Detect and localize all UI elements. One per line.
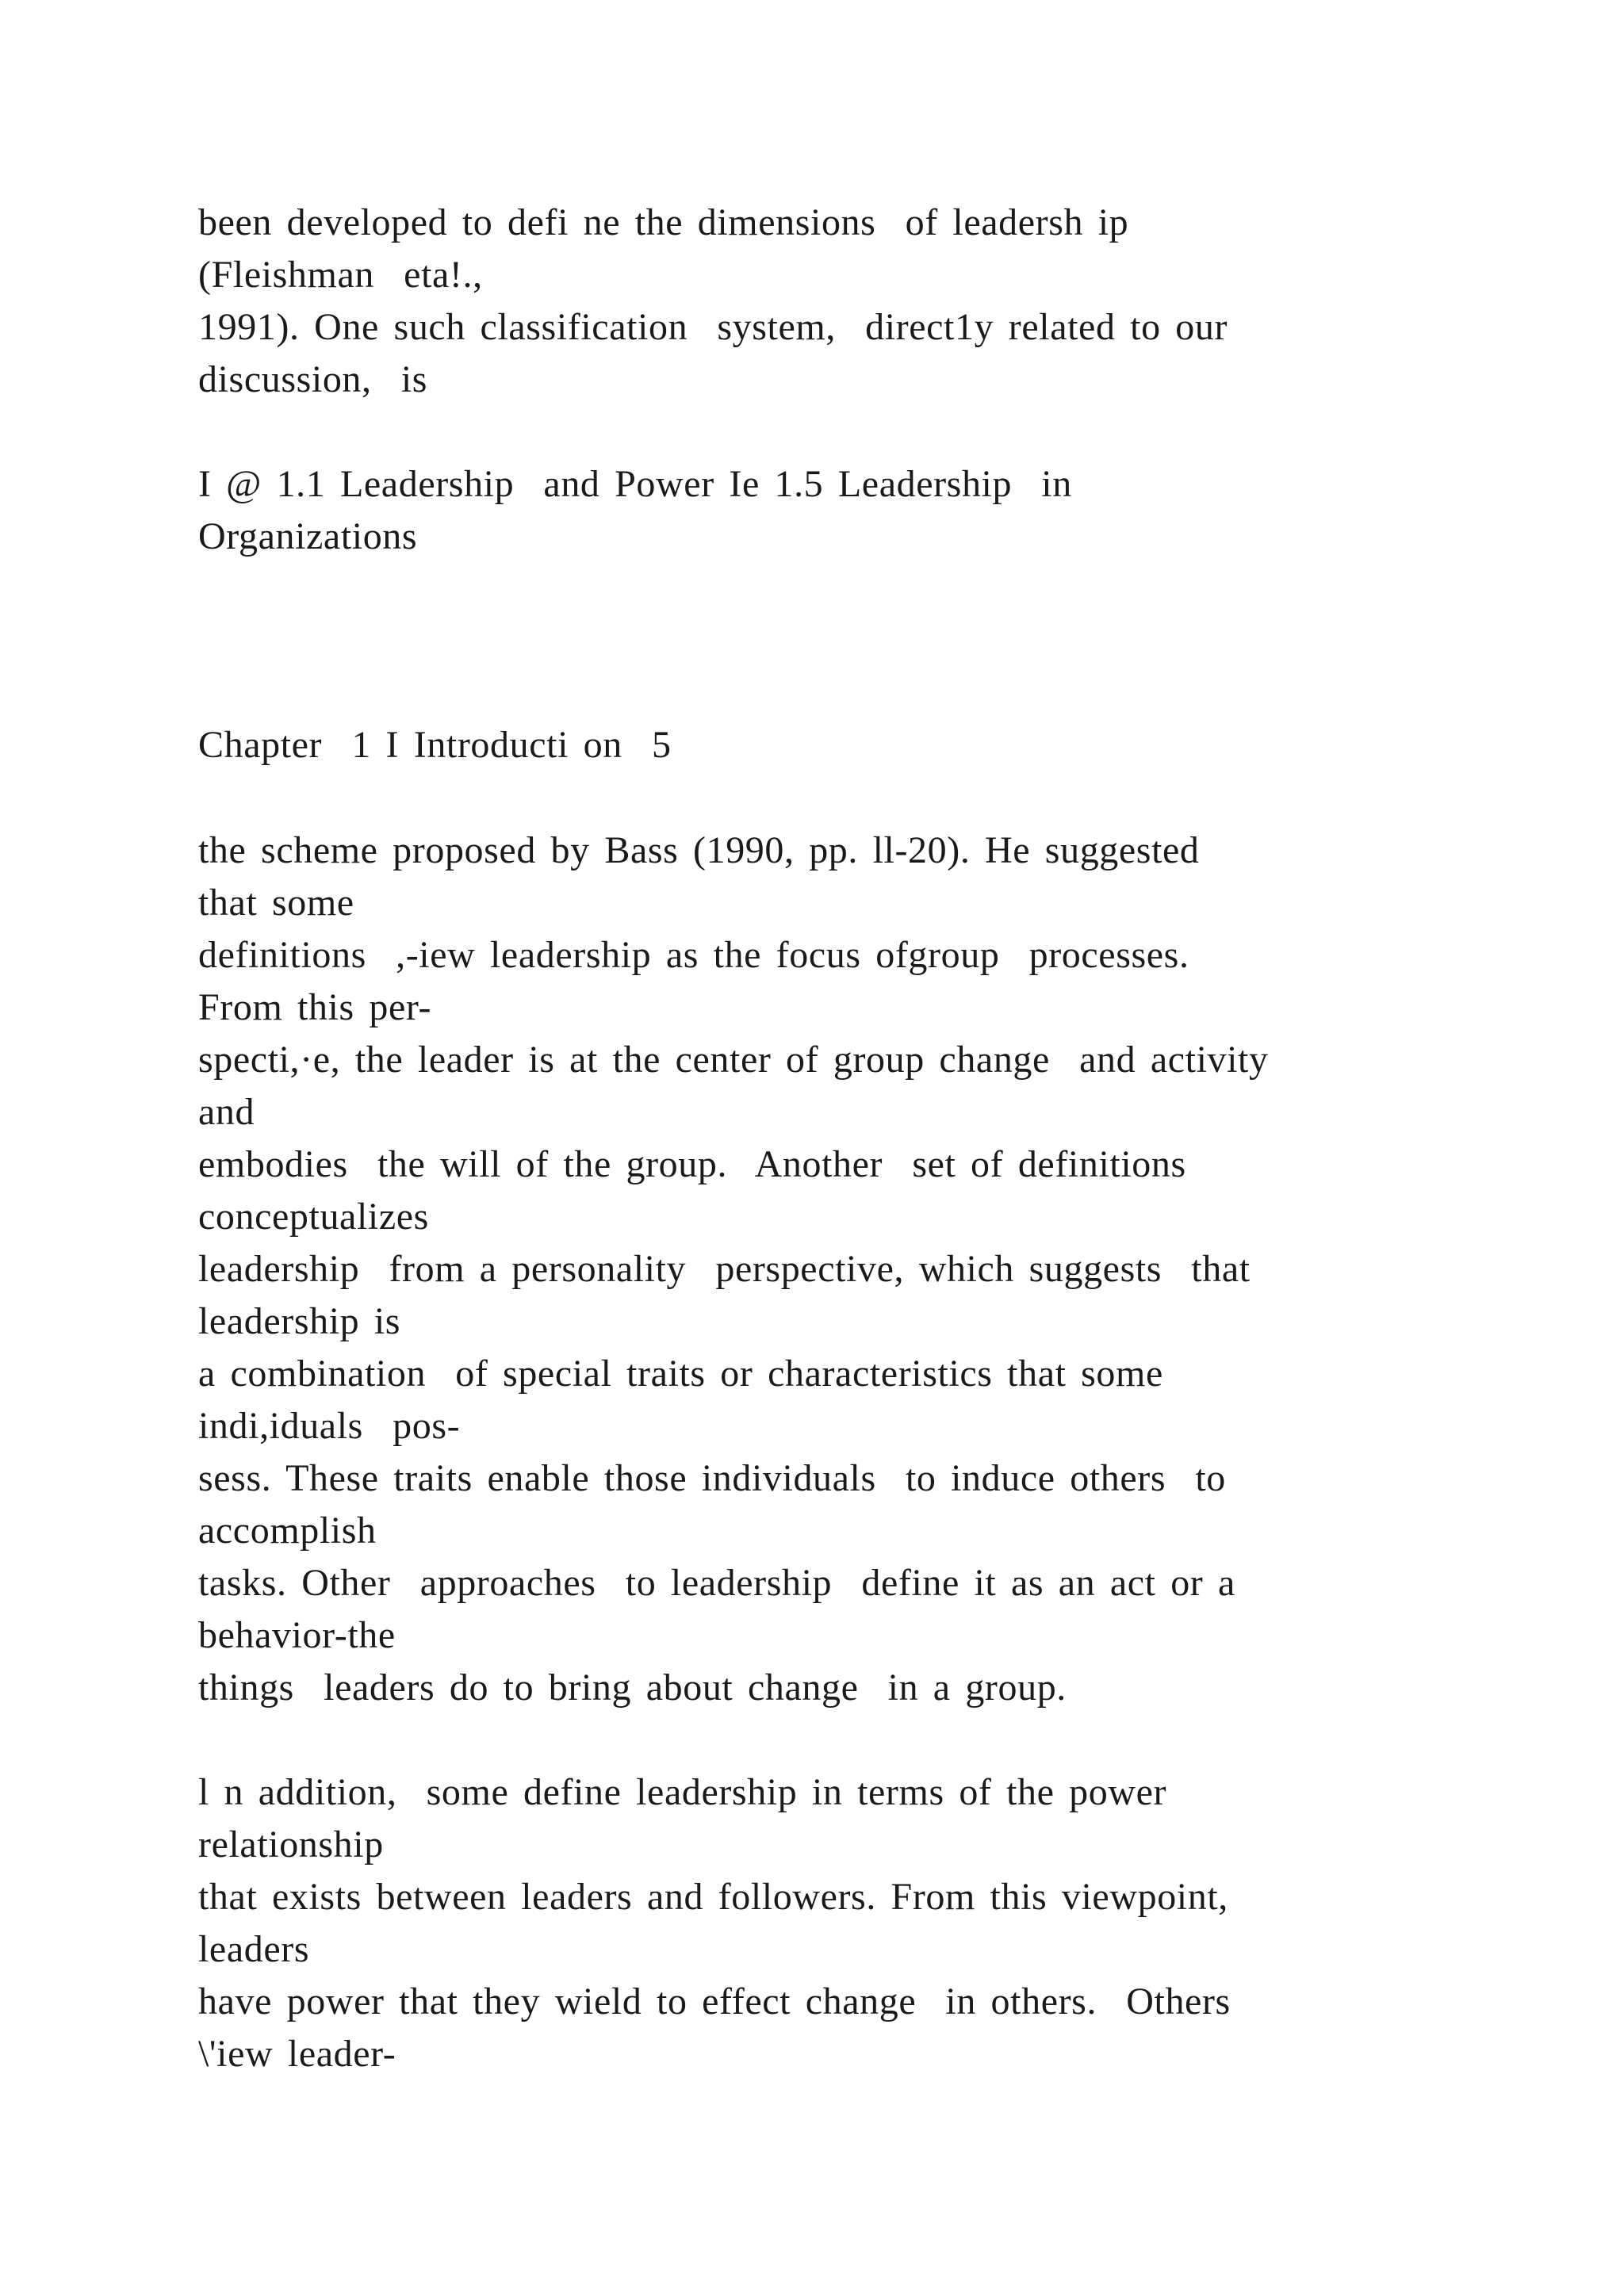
text-line: specti,·e, the leader is at the center of group change and activity (198, 1039, 1269, 1081)
text-line: and (198, 1091, 255, 1133)
text-line: relationship (198, 1823, 384, 1866)
text-line: discussion, is (198, 358, 428, 400)
text-line: that some (198, 882, 354, 924)
text-line: tasks. Other approaches to leadership define it as an act or a (198, 1562, 1235, 1604)
text-line: things leaders do to bring about change in a group. (198, 1667, 1067, 1709)
page-header: Chapter 1 I Introducti on 5 (198, 724, 672, 766)
text-line: conceptualizes (198, 1196, 429, 1238)
text-line: indi,iduals pos- (198, 1405, 461, 1447)
text-line: leadership is (198, 1300, 401, 1342)
text-line: definitions ,-iew leadership as the focus ofgroup processes. (198, 934, 1189, 976)
text-line: (Fleishman eta!., (198, 254, 483, 296)
text-line: behavior-the (198, 1614, 396, 1656)
section-nav-line: I @ 1.1 Leadership and Power Ie 1.5 Leadership in (198, 463, 1072, 505)
text-line: leaders (198, 1928, 310, 1970)
text-line: embodies the will of the group. Another set of definitions (198, 1143, 1186, 1185)
text-line: \'iew leader- (198, 2033, 396, 2075)
text-line: 1991). One such classification system, direct1y related to our (198, 306, 1228, 348)
text-line: accomplish (198, 1510, 377, 1552)
text-line: From this per- (198, 986, 432, 1028)
text-line: leadership from a personality perspective, which suggests that (198, 1248, 1251, 1290)
text-line: the scheme proposed by Bass (1990, pp. ll-20). He suggested (198, 829, 1200, 871)
text-line: sess. These traits enable those individuals to induce others to (198, 1457, 1226, 1499)
text-line: a combination of special traits or characteristics that some (198, 1353, 1163, 1395)
section-nav-line: Organizations (198, 515, 418, 557)
text-line: l n addition, some define leadership in terms of the power (198, 1771, 1167, 1813)
text-line: been developed to defi ne the dimensions of leadersh ip (198, 201, 1129, 243)
text-line: have power that they wield to effect change in others. Others (198, 1980, 1231, 2022)
text-line: that exists between leaders and followers. From this viewpoint, (198, 1876, 1228, 1918)
